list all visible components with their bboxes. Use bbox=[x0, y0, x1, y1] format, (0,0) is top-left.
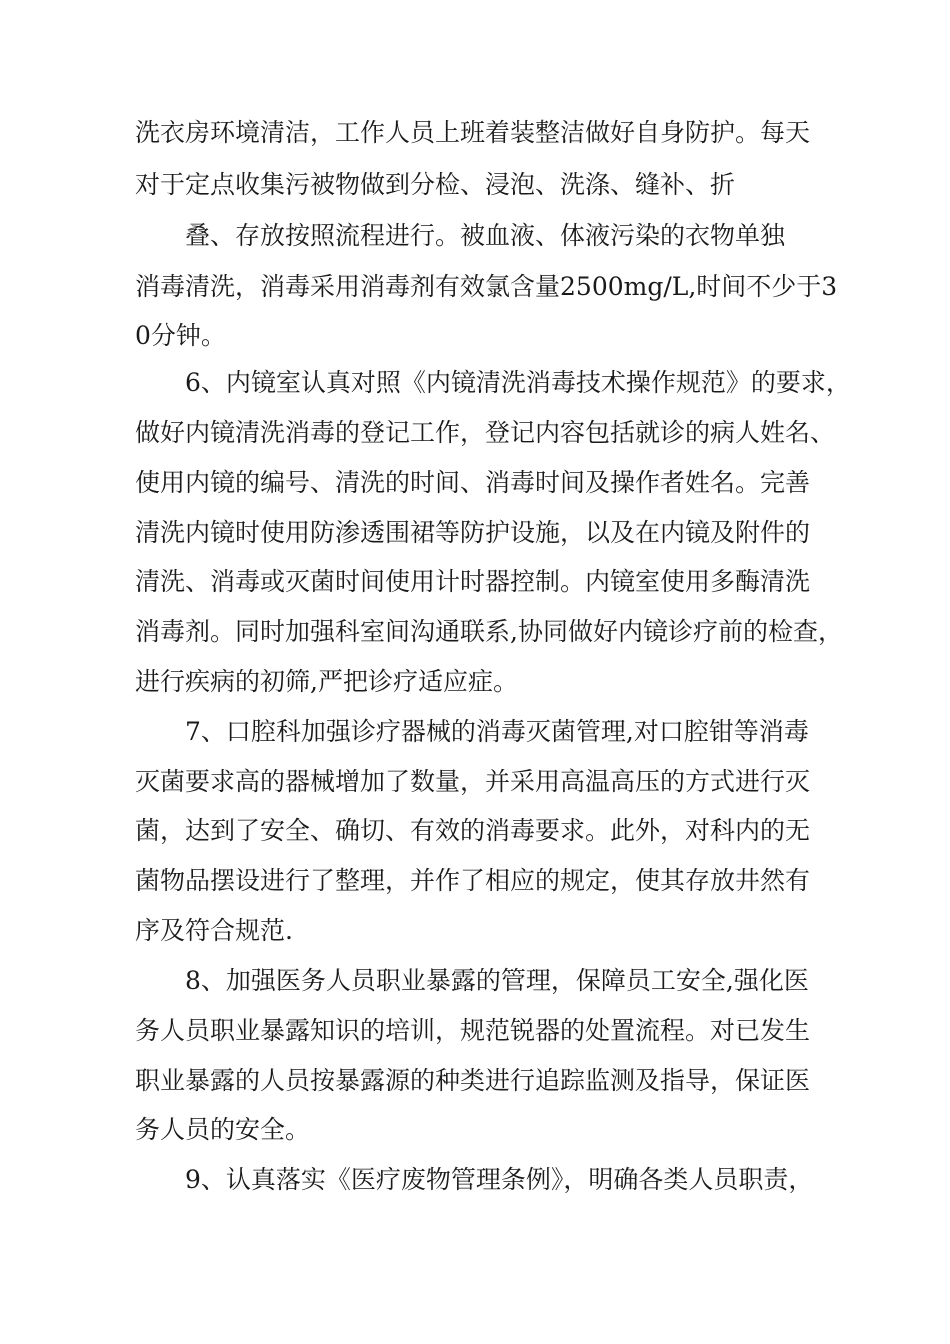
text-line: 清洗、消毒或灭菌时间使用计时器控制。内镜室使用多酶清洗 bbox=[135, 567, 811, 596]
text-line: 菌，达到了安全、确切、有效的消毒要求。此外，对科内的无 bbox=[135, 816, 811, 845]
text-line: 9、认真落实《医疗废物管理条例》，明确各类人员职责， bbox=[185, 1165, 814, 1194]
text-line: 职业暴露的人员按暴露源的种类进行追踪监测及指导，保证医 bbox=[135, 1066, 811, 1095]
text-line: 进行疾病的初筛,严把诊疗适应症。 bbox=[135, 667, 518, 696]
text-line: 消毒清洗，消毒采用消毒剂有效氯含量2500mg/L,时间不少于3 bbox=[135, 272, 838, 301]
text-line: 0分钟。 bbox=[135, 321, 226, 350]
text-line: 7、口腔科加强诊疗器械的消毒灭菌管理,对口腔钳等消毒 bbox=[185, 717, 809, 746]
text-line: 菌物品摆设进行了整理，并作了相应的规定，使其存放井然有 bbox=[135, 866, 811, 895]
text-line: 做好内镜清洗消毒的登记工作，登记内容包括就诊的病人姓名、 bbox=[135, 418, 836, 447]
text-line: 8、加强医务人员职业暴露的管理，保障员工安全,强化医 bbox=[185, 966, 809, 995]
text-line: 6、内镜室认真对照《内镜清洗消毒技术操作规范》的要求， bbox=[185, 368, 851, 397]
text-line: 使用内镜的编号、清洗的时间、消毒时间及操作者姓名。完善 bbox=[135, 468, 811, 497]
text-line: 务人员的安全。 bbox=[135, 1115, 311, 1144]
text-line: 洗衣房环境清洁，工作人员上班着装整洁做好自身防护。每天 bbox=[135, 118, 811, 147]
text-line: 灭菌要求高的器械增加了数量，并采用高温高压的方式进行灭 bbox=[135, 767, 811, 796]
text-line: 对于定点收集污被物做到分检、浸泡、洗涤、缝补、折 bbox=[135, 170, 736, 199]
text-line: 消毒剂。同时加强科室间沟通联系,协同做好内镜诊疗前的检查， bbox=[135, 617, 843, 646]
text-line: 务人员职业暴露知识的培训，规范锐器的处置流程。对已发生 bbox=[135, 1016, 811, 1045]
text-line: 叠、存放按照流程进行。被血液、体液污染的衣物单独 bbox=[185, 221, 786, 250]
text-line: 清洗内镜时使用防渗透围裙等防护设施，以及在内镜及附件的 bbox=[135, 518, 811, 547]
text-line: 序及符合规范. bbox=[135, 916, 293, 945]
